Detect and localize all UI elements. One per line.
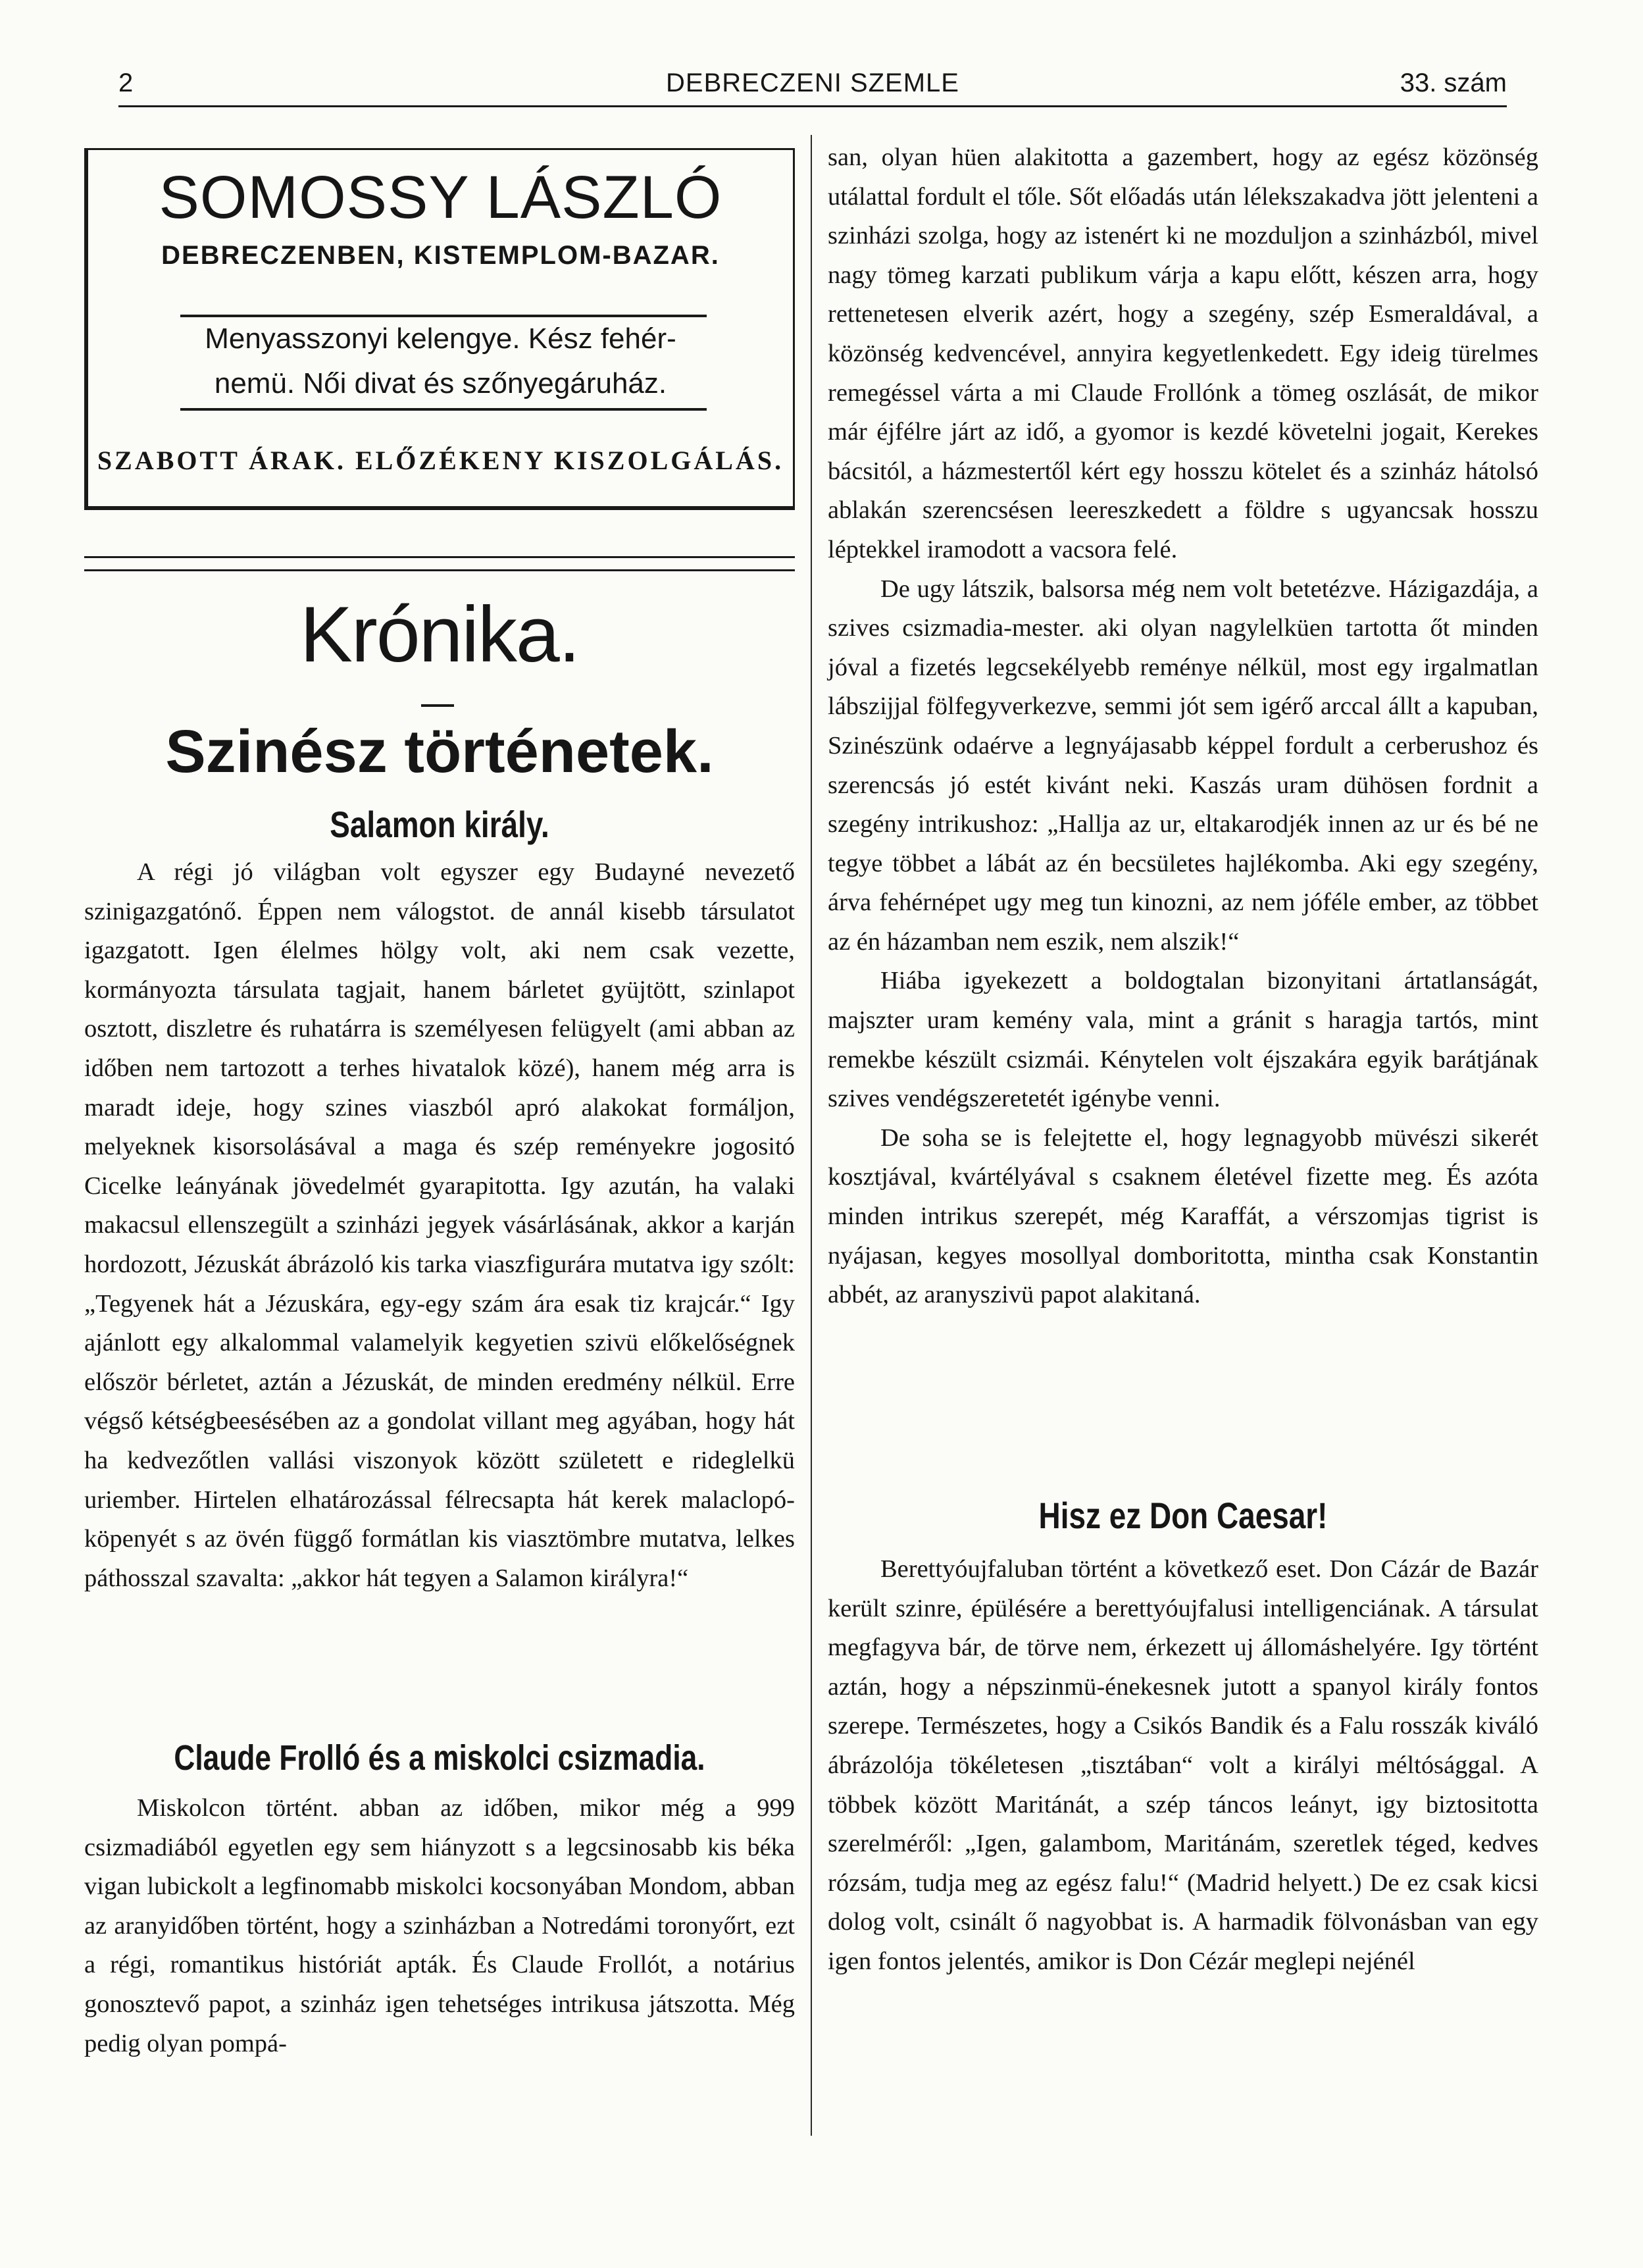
ad-address: DEBRECZENBEN, KISTEMPLOM-BAZAR.: [161, 241, 720, 270]
header-rule: [118, 105, 1507, 107]
story-3-body: [828, 1550, 1538, 2142]
journal-title: DEBRECZENI SZEMLE: [666, 68, 959, 97]
story-3-title: Hisz ez Don Caesar!: [1038, 1495, 1328, 1536]
ad-footer: SZABOTT ÁRAK. ELŐZÉKENY KISZOLGÁLÁS.: [97, 446, 784, 475]
story-3-paragraph: Berettyóujfaluban történt a következő eset. Don Cázár de Bazár került szinre, épülésére a berettyóujfalusi intelligenciának. A társulat megfagyva bár, de törve nem, érkezett uj állomáshelyére. Igy történt aztán, hogy a népszinmü-énekesnek jutott a spanyol király fontos szerepe. Természetes, hogy a Csikós Bandik és a Falu rosszák kiváló ábrázolója tökéletesen „tisztában“ volt a királyi méltósággal. A többek között Maritánát, a szép táncos leányt, igy biztositotta szerelméről: „Igen, galambom, Maritánám, szeretlek téged, kedves rózsám, tudja meg az egész falu!“ (Madrid helyett.) De ez csak kicsi dolog volt, csinált ő nagyobbat is. A harmadik fölvonásban van egy igen fontos jelentés, amikor is Don Cézár meglepi nejénél: [828, 1555, 1538, 1975]
section-title: Krónika.: [299, 590, 580, 679]
story-2-body-left: [84, 1789, 795, 2144]
ad-shop-name: SOMOSSY LÁSZLÓ: [159, 164, 722, 231]
story-1-body: [84, 853, 795, 1722]
title-dash: [421, 704, 454, 707]
story-1-title: Salamon király.: [330, 804, 549, 845]
ad-line-1: Menyasszonyi kelengye. Kész fehér-: [205, 322, 676, 355]
story-2-paragraph-3: Hiába igyekezett a boldogtalan bizonyitani ártatlanságát, majszter uram kemény vala, mint a gránit s haragja tartós, mint remekbe készült csizmái. Kénytelen volt éjszakára egyik barátjának szives vendégszeretetét igénybe venni.: [828, 967, 1538, 1113]
advertisement-box: [84, 148, 795, 510]
ad-line-2: nemü. Női divat és szőnyegáruház.: [214, 367, 667, 399]
article-title: Szinész történetek.: [165, 718, 714, 785]
column-divider: [811, 135, 812, 2136]
story-2-paragraph-1b: san, olyan hüen alakitotta a gazembert, hogy az egész közönség utálattal fordult el tőle. Sőt előadás után lélekszakadva jött jelenteni a szinházi szolga, hogy az istenért ki ne mozduljon a szinházból, mivel nagy tömeg karzati publikum várja a kapu előtt, készen arra, hogy rettenetesen elverik azért, hogy a szegény, szép Esmeraldával, a közönség kedvencével, annyira kegyetlenkedett. Egy ideig türelmes remegéssel várta a mi Claude Frollónk a tömeg oszlását, de mikor már éjfélre járt az idő, a gyomor is kezdé követelni jogait, Kerekes bácsitól, a házmestertől kért egy hosszu kötelet és a szinház hátolsó ablakán szerencsésen leereszkedett a földre s ugyancsak hosszu léptekkel iramodott a vacsora felé.: [828, 143, 1538, 563]
ad-rule-bottom: [180, 408, 707, 411]
story-2-paragraph-4: De soha se is felejtette el, hogy legnagyobb müvészi sikerét kosztjával, kvártélyával s csaknem életével fizette meg. És azóta minden intrikus szerepét, még Karaffát, a vérszomjas tigrist is nyájasan, kegyes mosollyal domboritotta, mintha csak Konstantin abbét, az aranyszivü papot alakitaná.: [828, 1123, 1538, 1309]
separator-rule-2: [84, 569, 795, 571]
story-2-paragraph-1a: Miskolcon történt. abban az időben, mikor még a 999 csizmadiából egyetlen egy sem hiányzott s a legcsinosabb kis béka vigan lubickolt a legfinomabb miskolci kocsonyában Mondom, abban az aranyidőben történt, hogy a szinházban a Notredámi toronyőrt, ezt a régi, romantikus históriát apták. És Claude Frollót, a notárius gonosztevő papot, a szinház igen tehetséges intrikusa játszotta. Még pedig olyan pompá-: [84, 1794, 795, 2057]
page-number: 2: [118, 68, 134, 97]
ad-rule-top: [180, 315, 707, 317]
issue-number: 33. szám: [1400, 68, 1507, 97]
story-2-title: Claude Frolló és a miskolci csizmadia.: [174, 1738, 705, 1778]
story-2-body-right: [828, 138, 1538, 1481]
story-2-paragraph-2: De ugy látszik, balsorsa még nem volt betetézve. Házigazdája, a szives csizmadia-mester. aki olyan nagylelküen tartotta őt minden jóval a fizetés legcsekélyebb reménye nélkül, most egy irgalmatlan lábszijjal fölfegyverkezve, semmi jót sem igérő arccal állt a kapuban, Szinészünk odaérve a legnyájasabb képpel fordult a cerberushoz és szerencsás jó estét kivánt neki. Kaszás uram dühösen fordnit a szegény intrikushoz: „Hallja az ur, eltakarodjék innen az ur és bé ne tegye többet a lábát az én becsületes hajlékomba. Aki egy szegény, árva fehérnépet ugy meg tun kinozni, az nem jóféle ember, az többet az én házamban nem eszik, nem alszik!“: [828, 575, 1538, 956]
running-header: [118, 68, 1507, 108]
separator-rule-1: [84, 556, 795, 558]
story-1-paragraph: A régi jó világban volt egyszer egy Budayné nevezető szinigazgatónő. Éppen nem válogstot. de annál kisebb társulatot igazgatott. Igen élelmes hölgy volt, aki nem csak vezette, kormányozta társulata tagjait, hanem bárletet gyüjtött, szinlapot osztott, diszletre és ruhatárra is személyesen felügyelt (ami abban az időben nem tartozott a terhes hivatalok közé), hanem még arra is maradt ideje, hogy szines viaszból apró alakokat formáljon, melyeknek kisorsolásával a maga és szép reményekre jogositó Cicelke leányának jövedelmét gyarapitotta. Igy azután, ha valaki makacsul ellenszegült a szinházi jegyek vásárlásának, akkor a karján hordozott, Jézuskát ábrázoló kis tarka viaszfigurára mutatva igy szólt: „Tegyenek hát a Jézuskára, egy-egy szám ára esak tiz krajcár.“ Igy ajánlott egy alkalommal valamelyik kegyetien szivü előkelőségnek először bérletet, aztán a Jézuskát, de minden eredmény nélkül. Erre végső kétségbeesésében az a gondolat villant meg agyában, hogy hát ha kedvezőtlen vallási viszonyok között született e rideglelkü uriember. Hirtelen elhatározással félrecsapta hát kerek malaclopó-köpenyét s az övén függő formátlan kis viasztömbre mutatva, lelkes páthosszal szavalta: „akkor hát tegyen a Salamon királyra!“: [84, 858, 795, 1592]
